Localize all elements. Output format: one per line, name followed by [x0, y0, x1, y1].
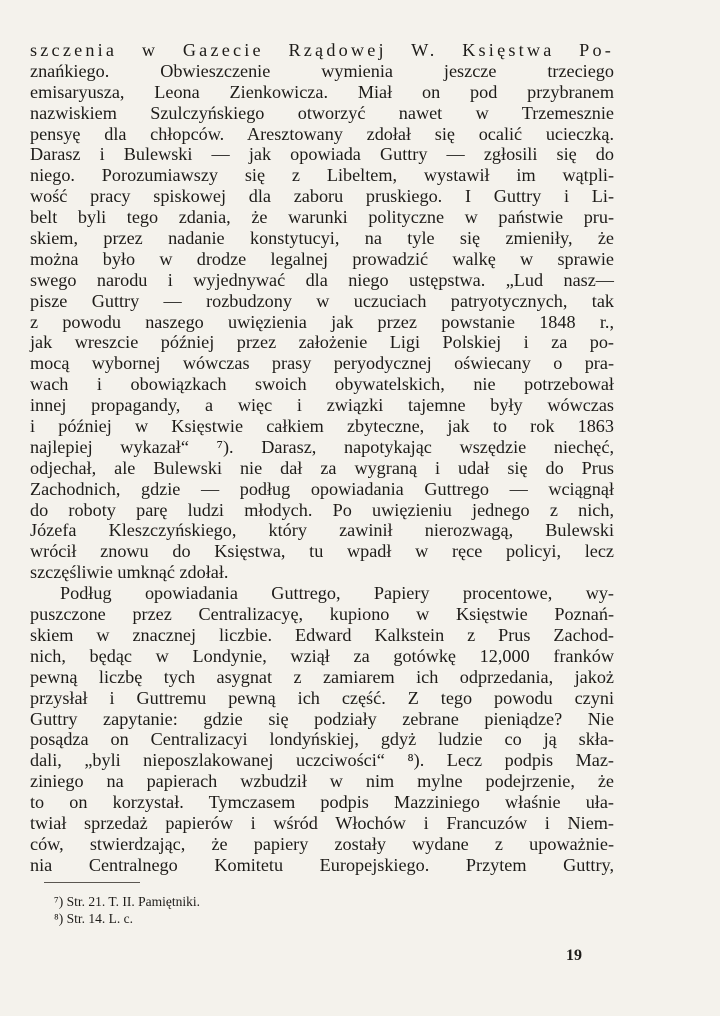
footnote: ⁷) Str. 21. T. II. Pamiętniki. [54, 894, 200, 909]
text-line: pisze Guttry — rozbudzony w uczuciach patryotycznych, tak [30, 290, 614, 311]
text-line: szczenia w Gazecie Rządowej W. Księstwa Po- [30, 40, 614, 60]
text-line: wach i obowiązkach swoich obywatelskich, nie potrzebował [30, 374, 614, 395]
text-line: jak wreszcie później przez założenie Ligi Polskiej i za po- [30, 332, 614, 353]
text-line: innej propagandy, a więc i związki tajemne były wówczas [30, 395, 614, 416]
text-line: i później w Księstwie całkiem zbyteczne, jak to rok 1863 [30, 416, 614, 437]
footnote: ⁸) Str. 14. L. c. [54, 911, 133, 926]
text-line: Józefa Kleszczyńskiego, który zawinił nierozwagą, Bulewski [30, 520, 614, 541]
text-line: najlepiej wykazał“ ⁷). Darasz, napotykając wszędzie niechęć, [30, 436, 614, 457]
text-line: mocą wybornej wówczas prasy peryodycznej oświecany o pra- [30, 353, 614, 374]
text-line: emisaryusza, Leona Zienkowicza. Miał on pod przybranem [30, 81, 614, 102]
body-text [30, 40, 614, 876]
text-line: znańkiego. Obwieszczenie wymienia jeszcze trzeciego [30, 60, 614, 81]
text-line: można było w drodze legalnej prowadzić walkę w sprawie [30, 248, 614, 269]
footnotes [54, 893, 354, 927]
text-line: to on korzystał. Tymczasem podpis Mazziniego właśnie uła- [30, 792, 614, 813]
text-line: puszczone przez Centralizacyę, kupiono w Księstwie Poznań- [30, 604, 614, 625]
text-line: Podług opowiadania Guttrego, Papiery procentowe, wy- [60, 583, 614, 604]
text-line: belt byli tego zdania, że warunki polityczne w państwie pru- [30, 207, 614, 228]
text-line: dali, „byli nieposzlakowanej uczciwości“ ⁸). Lecz podpis Maz- [30, 750, 614, 771]
text-line: szczęśliwie umknąć zdołał. [30, 562, 229, 583]
text-line: pewną liczbę tych asygnat z zamiarem ich odprzedania, jakoż [30, 666, 614, 687]
text-line: niego. Porozumiawszy się z Libeltem, wystawił im wątpli- [30, 165, 614, 186]
text-line: skiem w znacznej liczbie. Edward Kalkstein z Prus Zachod- [30, 624, 614, 645]
text-line: posądza on Centralizacyi londyńskiej, gdyż ludzie co ją skła- [30, 729, 614, 750]
text-line: wość pracy spiskowej dla zaboru pruskiego. I Guttry i Li- [30, 186, 614, 207]
text-line: Guttry zapytanie: gdzie się podziały zebrane pieniądze? Nie [30, 708, 614, 729]
footnote-divider [44, 882, 140, 883]
text-line: nich, będąc w Londynie, wziął za gotówkę 12,000 franków [30, 645, 614, 666]
text-line: pensyę dla chłopców. Aresztowany zdołał się ocalić ucieczką. [30, 123, 614, 144]
text-line: twiał sprzedaż papierów i wśród Włochów i Francuzów i Niem- [30, 812, 614, 833]
text-line: skiem, przez nadanie konstytucyi, na tyle się zmieniły, że [30, 228, 614, 249]
text-line: swego narodu i wyjednywać dla niego ustępstwa. „Lud nasz— [30, 269, 614, 290]
text-line: Zachodnich, gdzie — podług opowiadania Guttrego — wciągnął [30, 478, 614, 499]
text-line: przysłał i Guttremu pewną ich część. Z tego powodu czyni [30, 687, 614, 708]
text-line: ców, stwierdzając, że papiery zostały wydane z upoważnie- [30, 833, 614, 854]
text-line: Darasz i Bulewski — jak opowiada Guttry — zgłosili się do [30, 144, 614, 165]
text-line: nazwiskiem Szulczyńskiego otworzyć nawet w Trzemesznie [30, 102, 614, 123]
text-line: z powodu naszego uwięzienia jak przez powstanie 1848 r., [30, 311, 614, 332]
page-number: 19 [566, 947, 582, 964]
text-line: ziniego na papierach wzbudził w nim mylne podejrzenie, że [30, 771, 614, 792]
text-line: wrócił znowu do Księstwa, tu wpadł w ręce policyi, lecz [30, 541, 614, 562]
text-line: nia Centralnego Komitetu Europejskiego. Przytem Guttry, [30, 854, 614, 875]
text-line: do roboty parę ludzi młodych. Po uwięzieniu jednego z nich, [30, 499, 614, 520]
text-line: odjechał, ale Bulewski nie dał za wygraną i udał się do Prus [30, 457, 614, 478]
